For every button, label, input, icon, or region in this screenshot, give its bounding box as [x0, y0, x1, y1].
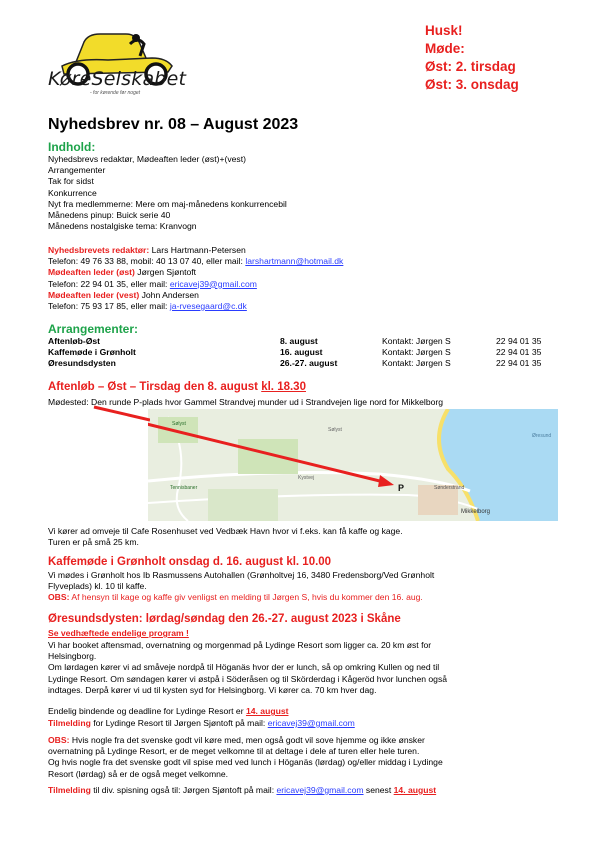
tilmelding-line [48, 718, 355, 729]
newsletter-title: Nyhedsbrev nr. 08 – August 2023 [48, 116, 299, 133]
obs-line: overnatning på Lydinge Resort, er de meget velkomne til at deltage i dele af turen eller hele turen. [48, 746, 420, 757]
contents-item: Månedens nostalgiske tema: Kranvogn [48, 221, 197, 232]
aftenlob-distance-text: Turen er på små 25 km. [48, 537, 139, 547]
contact-phone-line [48, 256, 343, 267]
contact-phone: Telefon: 75 93 17 85, eller mail: [48, 301, 170, 312]
deadline-date: 14. august [245, 706, 289, 716]
tilmelding-email-link[interactable]: ericavej39@gmail.com [267, 718, 355, 728]
contact-role-line [48, 290, 343, 301]
event-name: Øresundsdysten [48, 358, 116, 368]
contents-section [48, 140, 287, 232]
contents-item: Konkurrence [48, 187, 97, 198]
route-map [148, 409, 558, 521]
kaffe-obs-line [48, 592, 434, 603]
obs-line: Resort (lørdag) så er de også meget velkomne. [48, 768, 229, 779]
contact-role-line [48, 245, 343, 256]
contact-phone-line [48, 279, 343, 290]
table-row [48, 358, 541, 369]
table-row [48, 347, 541, 358]
aftenlob-heading [48, 381, 306, 393]
contact-role: Mødeaften leder (øst) [48, 267, 135, 278]
contact-name: John Andersen [139, 289, 199, 300]
contents-heading: Indhold: [48, 140, 96, 154]
reminder-line: Øst: 3. onsdag [425, 77, 519, 92]
obs-text: Af hensyn til kage og kaffe giv venligst en melding til Jørgen S, hvis du kommer den 16. aug. [69, 592, 423, 603]
events-section [48, 322, 541, 369]
brand-name: KøreSelskabet [48, 68, 187, 90]
contacts-section [48, 245, 343, 312]
map-place-label: Tennisbaner [170, 485, 198, 491]
event-name: Aftenløb-Øst [48, 336, 101, 346]
parking-label: P [398, 483, 405, 493]
oresund-body [48, 640, 447, 696]
contents-item: Arrangementer [48, 165, 106, 176]
contents-item: Månedens pinup: Buick serie 40 [48, 210, 171, 221]
moedested-text: Mødested: Den runde P-plads hvor Gammel Strandvej munder ud i Strandvejen lige nord for Mikkelborg [48, 397, 444, 407]
kaffe-body [48, 570, 434, 604]
events-table [48, 336, 541, 369]
kaffe-line: Flyveplads) kl. 10 til kaffe. [48, 581, 147, 592]
event-phone: 22 94 01 35 [496, 358, 542, 368]
event-phone: 22 94 01 35 [496, 347, 542, 357]
obs-text: Hvis nogle fra det svenske godt vil køre med, men også godt vil sove hjemme og ikke ønsker [69, 735, 425, 745]
event-name: Kaffemøde i Grønholt [48, 347, 136, 357]
map-place-label: Kystvej [298, 475, 315, 481]
tilmelding-label: Tilmelding [48, 718, 91, 728]
route-arrow-tail [90, 393, 150, 423]
contents-item: Nyhedsbrevs redaktør, Mødeaften leder (øst)+(vest) [48, 154, 246, 164]
map-place-label: Sønderstrand [434, 485, 465, 491]
event-date: 8. august [280, 336, 318, 346]
contents-item: Tak for sidst [48, 176, 94, 187]
map-town-label: Mikkelborg [461, 509, 491, 515]
tilmelding2-line [48, 785, 436, 796]
events-heading: Arrangementer: [48, 322, 139, 336]
contact-role-line [48, 267, 343, 278]
oresund-line: Vi har booket aftensmad, overnatning og morgenmad på Lydinge Resort som ligger ca. 20 km øst for [48, 640, 432, 650]
contact-phone: Telefon: 49 76 33 88, mobil: 40 13 07 40, eller mail: [48, 256, 246, 267]
map-place-label: Sølyst [172, 421, 186, 427]
brand-tagline: - for kørende før noget [90, 90, 141, 96]
tilmelding-after: senest [363, 785, 394, 795]
contact-email-link[interactable]: ja-rvesegaard@c.dk [169, 301, 247, 312]
obs-line: Og hvis nogle fra det svenske godt vil spise med ved lunch i Höganäs (lørdag) og/eller middag i Lydinge [48, 757, 443, 768]
oresund-heading: Øresundsdysten: lørdag/søndag den 26.-27. august 2023 i Skåne [48, 613, 401, 625]
program-link[interactable]: Se vedhæftede endelige program ! [48, 628, 189, 638]
tilmelding-label: Tilmelding [48, 785, 91, 795]
contact-email-link[interactable]: larshartmann@hotmail.dk [245, 256, 344, 267]
contact-name: Lars Hartmann-Petersen [149, 245, 246, 255]
event-date: 16. august [280, 347, 323, 357]
tilmelding-text: for Lydinge Resort til Jørgen Sjøntoft på mail: [90, 718, 268, 728]
reminder-line: Øst: 2. tirsdag [425, 59, 516, 74]
contact-role: Mødeaften leder (vest) [48, 289, 140, 300]
deadline-text: Endelig bindende og deadline for Lydinge Resort er [48, 706, 246, 716]
oresund-line: indtages. Derpå kører vi ud til kysten syd for Helsingborg. Vi kører ca. 70 km hver dag. [48, 684, 377, 695]
event-contact: Kontakt: Jørgen S [382, 347, 451, 357]
deadline-line [48, 706, 288, 717]
table-row [48, 336, 541, 347]
tilmelding-date: 14. august [393, 785, 437, 795]
tilmelding-email-link[interactable]: ericavej39@gmail.com [276, 785, 364, 795]
obs-line [48, 735, 443, 746]
contact-role: Nyhedsbrevets redaktør: [48, 245, 150, 255]
map-place-label: Øresund [532, 433, 552, 439]
map-place-label: Sølyst [328, 427, 342, 433]
aftenlob-time: kl. 18.30 [261, 381, 306, 393]
reminder-box [425, 22, 519, 94]
reminder-line: Husk! [425, 23, 463, 38]
oresund-line: Om lørdagen kører vi ad småveje nordpå til Höganäs hvor der er lunch, så op omkring Kullen og ned til [48, 662, 440, 673]
tilmelding-text: til div. spisning også til: Jørgen Sjøntoft på mail: [90, 785, 277, 795]
aftenlob-heading-text: Aftenløb – Øst – Tirsdag den 8. august [48, 381, 262, 393]
event-contact: Kontakt: Jørgen S [382, 358, 451, 368]
obs-label: OBS: [48, 735, 70, 745]
kaffe-heading: Kaffemøde i Grønholt onsdag d. 16. august kl. 10.00 [48, 556, 332, 568]
contact-name: Jørgen Sjøntoft [134, 267, 197, 278]
oresund-obs [48, 735, 443, 780]
reminder-line: Møde: [425, 41, 465, 56]
aftenlob-route-text: Vi kører ad omveje til Cafe Rosenhuset ved Vedbæk Havn hvor vi f.eks. kan få kaffe og kage. [48, 526, 403, 536]
contact-email-link[interactable]: ericavej39@gmail.com [169, 278, 257, 289]
contact-phone-line [48, 301, 343, 312]
oresund-line: Helsingborg. [48, 651, 97, 662]
kaffe-line: Vi mødes i Grønholt hos Ib Rasmussens Autohallen (Grønholtvej 16, 3480 Fredensborg/Ved Grønholt [48, 570, 435, 580]
event-phone: 22 94 01 35 [496, 336, 542, 346]
obs-label: OBS: [48, 592, 70, 603]
oresund-line: Lydinge Resort. Om søndagen kører vi østpå i Söderåsen og til Skörderdag i Kågeröd hvor lunchen også [48, 673, 448, 684]
event-date: 26.-27. august [280, 358, 338, 368]
contact-phone: Telefon: 22 94 01 35, eller mail: [48, 278, 170, 289]
event-contact: Kontakt: Jørgen S [382, 336, 451, 346]
contents-item: Nyt fra medlemmerne: Mere om maj-månedens konkurrencebil [48, 198, 287, 209]
